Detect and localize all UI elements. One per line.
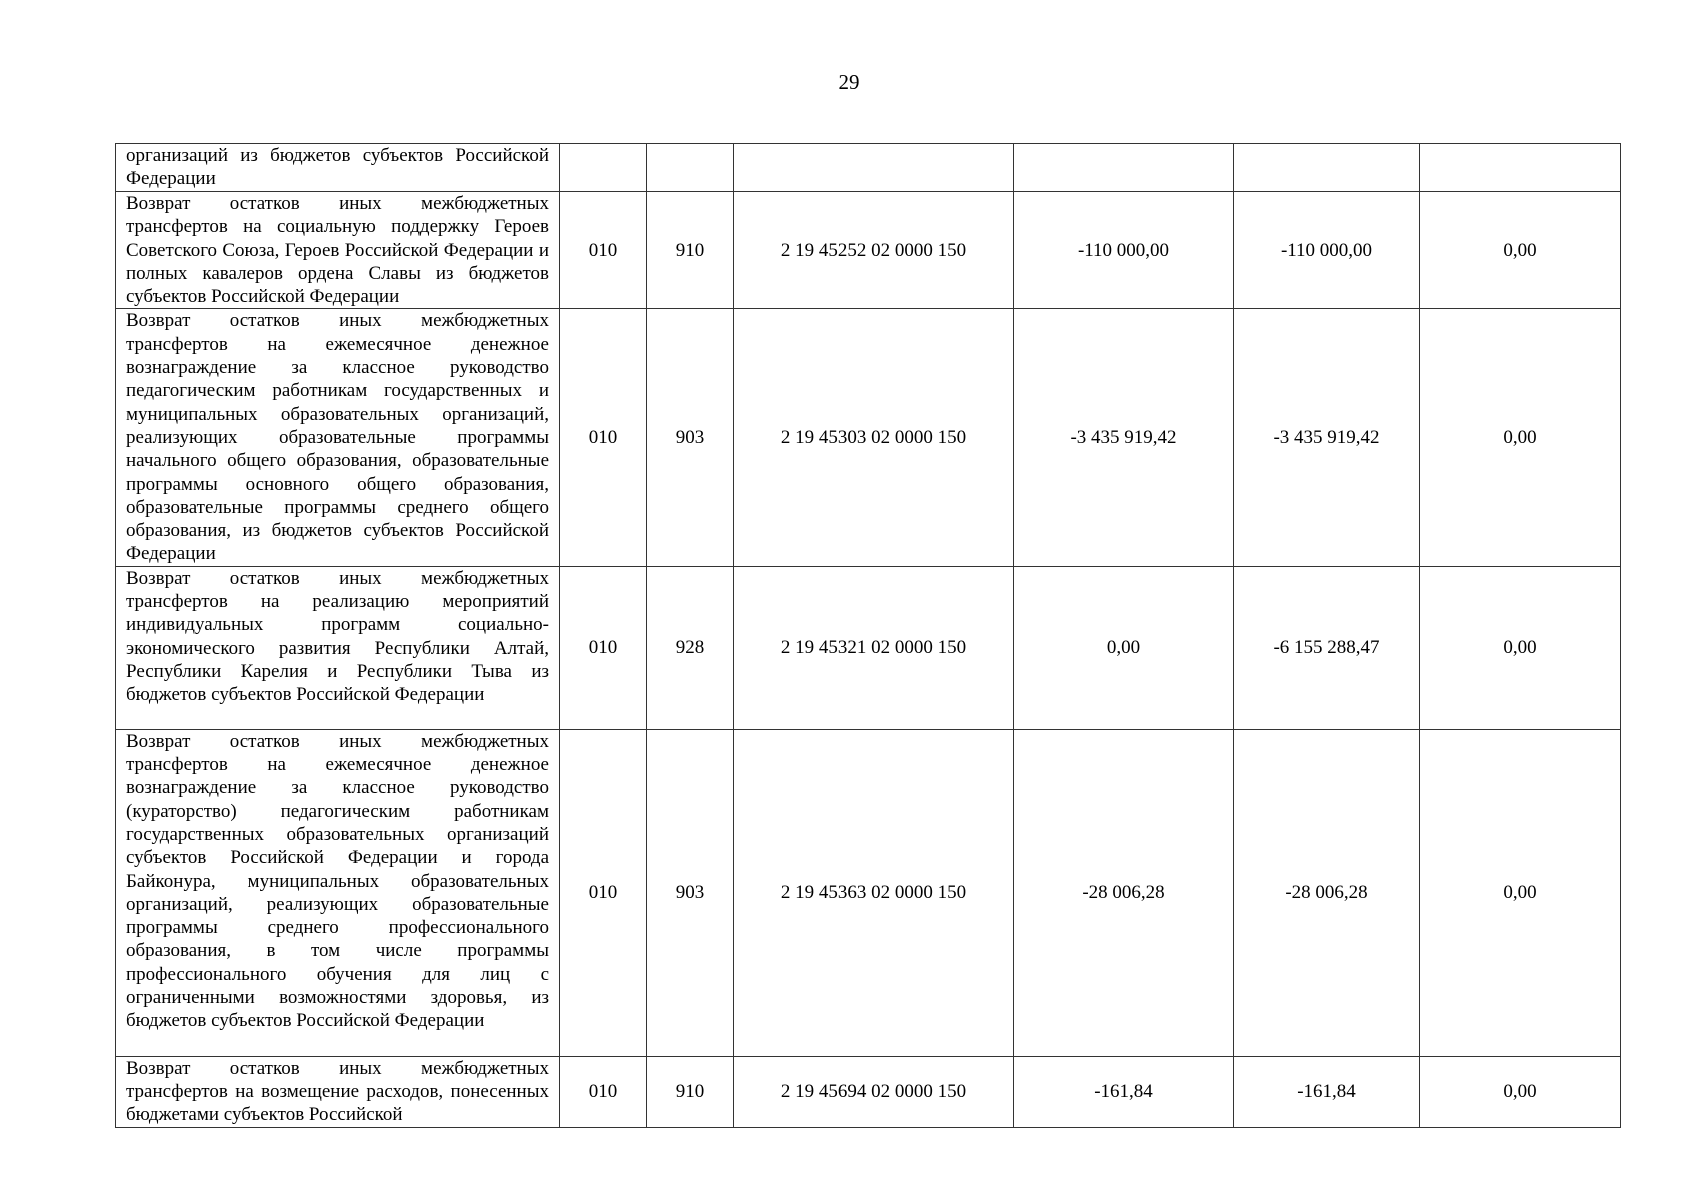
row-description: Возврат остатков иных межбюджетных трансфертов на реализацию мероприятий индивидуальных программ социально-экономического развития Республики Алтай, Республики Карелия и Республики Тыва из бюджетов субъектов Российской Федерации <box>116 566 560 729</box>
row-code: 2 19 45363 02 0000 150 <box>734 729 1014 1056</box>
row-col2: 010 <box>560 729 647 1056</box>
row-col2: 010 <box>560 566 647 729</box>
row-col3: 903 <box>647 309 734 566</box>
table-row <box>116 192 1621 309</box>
table-row <box>116 309 1621 566</box>
row-col3: 910 <box>647 1056 734 1127</box>
row-value2: -3 435 919,42 <box>1234 309 1420 566</box>
table-row <box>116 1056 1621 1127</box>
row-value2: -28 006,28 <box>1234 729 1420 1056</box>
row-value3: 0,00 <box>1420 729 1621 1056</box>
row-col3: 903 <box>647 729 734 1056</box>
row-code <box>734 144 1014 192</box>
row-value2: -110 000,00 <box>1234 192 1420 309</box>
row-col2: 010 <box>560 1056 647 1127</box>
table-row <box>116 144 1621 192</box>
row-value3: 0,00 <box>1420 566 1621 729</box>
row-col3: 928 <box>647 566 734 729</box>
row-value1 <box>1014 144 1234 192</box>
budget-table <box>115 143 1621 1128</box>
row-description: организаций из бюджетов субъектов Российской Федерации <box>116 144 560 192</box>
table-row <box>116 566 1621 729</box>
row-col3: 910 <box>647 192 734 309</box>
row-value1: 0,00 <box>1014 566 1234 729</box>
row-description: Возврат остатков иных межбюджетных трансфертов на ежемесячное денежное вознаграждение за классное руководство (кураторство) педагогическим работникам государственных образовательных организаций субъектов Российской Федерации и города Байконура, муниципальных образовательных организаций, реализующих образовательные программы среднего профессионального образования, в том числе программы профессионального обучения для лиц с ограниченными возможностями здоровья, из бюджетов субъектов Российской Федерации <box>116 729 560 1056</box>
row-description: Возврат остатков иных межбюджетных трансфертов на социальную поддержку Героев Советского Союза, Героев Российской Федерации и полных кавалеров ордена Славы из бюджетов субъектов Российской Федерации <box>116 192 560 309</box>
row-value3 <box>1420 144 1621 192</box>
table-row <box>116 729 1621 1056</box>
page-number: 29 <box>838 70 860 94</box>
row-value1: -28 006,28 <box>1014 729 1234 1056</box>
row-code: 2 19 45321 02 0000 150 <box>734 566 1014 729</box>
row-col2: 010 <box>560 309 647 566</box>
row-value3: 0,00 <box>1420 192 1621 309</box>
row-description: Возврат остатков иных межбюджетных трансфертов на возмещение расходов, понесенных бюджетами субъектов Российской <box>116 1056 560 1127</box>
row-value1: -110 000,00 <box>1014 192 1234 309</box>
row-col2 <box>560 144 647 192</box>
row-code: 2 19 45694 02 0000 150 <box>734 1056 1014 1127</box>
row-value1: -161,84 <box>1014 1056 1234 1127</box>
row-description: Возврат остатков иных межбюджетных трансфертов на ежемесячное денежное вознаграждение за классное руководство педагогическим работникам государственных и муниципальных образовательных организаций, реализующих образовательные программы начального общего образования, образовательные программы основного общего образования, образовательные программы среднего общего образования, из бюджетов субъектов Российской Федерации <box>116 309 560 566</box>
row-value2 <box>1234 144 1420 192</box>
row-value2: -6 155 288,47 <box>1234 566 1420 729</box>
row-code: 2 19 45303 02 0000 150 <box>734 309 1014 566</box>
row-code: 2 19 45252 02 0000 150 <box>734 192 1014 309</box>
row-col3 <box>647 144 734 192</box>
row-value2: -161,84 <box>1234 1056 1420 1127</box>
row-col2: 010 <box>560 192 647 309</box>
row-value3: 0,00 <box>1420 309 1621 566</box>
row-value1: -3 435 919,42 <box>1014 309 1234 566</box>
row-value3: 0,00 <box>1420 1056 1621 1127</box>
